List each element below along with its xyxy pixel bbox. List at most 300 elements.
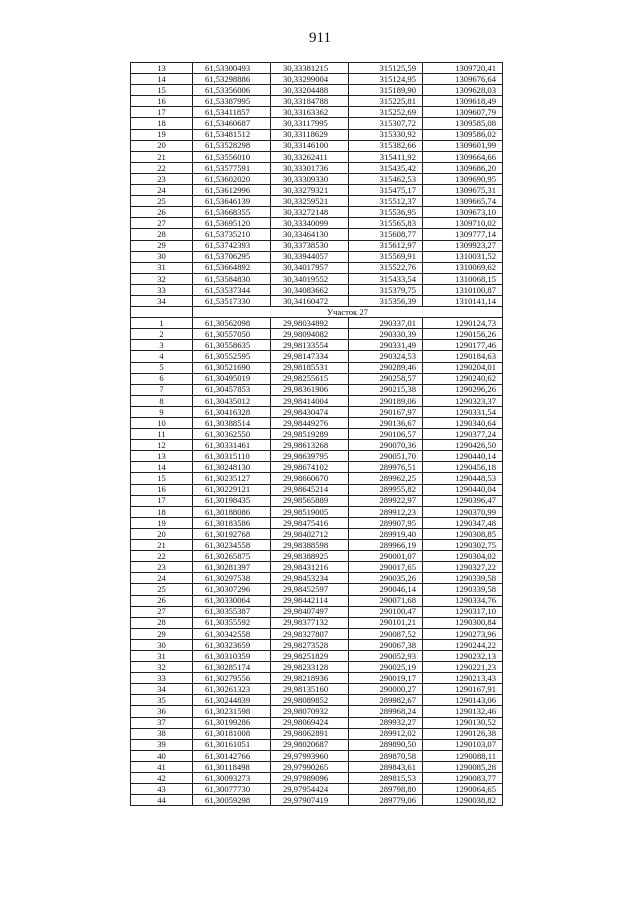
y-coordinate-cell: 1309607,79	[423, 107, 503, 118]
longitude-cell: 29,98327807	[271, 628, 349, 639]
x-coordinate-cell: 289798,80	[349, 784, 423, 795]
x-coordinate-cell: 315475,17	[349, 185, 423, 196]
point-number-cell: 39	[131, 739, 193, 750]
point-number-cell: 9	[131, 406, 193, 417]
table-row	[131, 750, 503, 761]
x-coordinate-cell: 315462,53	[349, 173, 423, 184]
longitude-cell: 29,98519289	[271, 429, 349, 440]
x-coordinate-cell: 289955,82	[349, 484, 423, 495]
latitude-cell: 61,30077730	[193, 784, 271, 795]
latitude-cell: 61,53356006	[193, 85, 271, 96]
table-row	[131, 684, 503, 695]
point-number-cell: 40	[131, 750, 193, 761]
y-coordinate-cell: 1309675,31	[423, 185, 503, 196]
y-coordinate-cell: 1290083,77	[423, 773, 503, 784]
point-number-cell: 30	[131, 639, 193, 650]
latitude-cell: 61,30315110	[193, 451, 271, 462]
x-coordinate-cell: 289907,95	[349, 517, 423, 528]
point-number-cell: 16	[131, 96, 193, 107]
table-row	[131, 262, 503, 273]
longitude-cell: 29,98475416	[271, 517, 349, 528]
longitude-cell: 29,98449276	[271, 418, 349, 429]
longitude-cell: 30,33272148	[271, 207, 349, 218]
y-coordinate-cell: 1290124,73	[423, 318, 503, 329]
point-number-cell: 36	[131, 706, 193, 717]
x-coordinate-cell: 290070,36	[349, 440, 423, 451]
latitude-cell: 61,30558635	[193, 340, 271, 351]
latitude-cell: 61,30192768	[193, 528, 271, 539]
latitude-cell: 61,30244839	[193, 695, 271, 706]
table-row	[131, 484, 503, 495]
latitude-cell: 61,30495019	[193, 373, 271, 384]
latitude-cell: 61,30198435	[193, 495, 271, 506]
longitude-cell: 30,33381215	[271, 63, 349, 74]
longitude-cell: 29,98020687	[271, 739, 349, 750]
y-coordinate-cell: 1290300,84	[423, 617, 503, 628]
latitude-cell: 61,30435012	[193, 395, 271, 406]
longitude-cell: 30,34160472	[271, 295, 349, 306]
latitude-cell: 61,30521690	[193, 362, 271, 373]
x-coordinate-cell: 289932,27	[349, 717, 423, 728]
x-coordinate-cell: 289815,53	[349, 773, 423, 784]
y-coordinate-cell: 1309664,66	[423, 151, 503, 162]
y-coordinate-cell: 1290327,22	[423, 562, 503, 573]
latitude-cell: 61,53695120	[193, 218, 271, 229]
table-row	[131, 329, 503, 340]
longitude-cell: 30,33464130	[271, 229, 349, 240]
longitude-cell: 29,98388598	[271, 540, 349, 551]
latitude-cell: 61,53706295	[193, 251, 271, 262]
longitude-cell: 29,98185531	[271, 362, 349, 373]
y-coordinate-cell: 1290323,37	[423, 395, 503, 406]
latitude-cell: 61,30118498	[193, 761, 271, 772]
x-coordinate-cell: 290331,49	[349, 340, 423, 351]
x-coordinate-cell: 290330,39	[349, 329, 423, 340]
latitude-cell: 61,30248130	[193, 462, 271, 473]
x-coordinate-cell: 315522,76	[349, 262, 423, 273]
longitude-cell: 29,98565889	[271, 495, 349, 506]
longitude-cell: 29,98034892	[271, 318, 349, 329]
y-coordinate-cell: 1290085,28	[423, 761, 503, 772]
table-row	[131, 384, 503, 395]
table-row	[131, 318, 503, 329]
table-row	[131, 151, 503, 162]
point-number-cell: 38	[131, 728, 193, 739]
point-number-cell: 29	[131, 240, 193, 251]
x-coordinate-cell: 315612,97	[349, 240, 423, 251]
longitude-cell: 29,98133554	[271, 340, 349, 351]
latitude-cell: 61,30181008	[193, 728, 271, 739]
latitude-cell: 61,30235127	[193, 473, 271, 484]
x-coordinate-cell: 315307,72	[349, 118, 423, 129]
table-row	[131, 573, 503, 584]
x-coordinate-cell: 290087,52	[349, 628, 423, 639]
point-number-cell: 31	[131, 262, 193, 273]
table-row	[131, 639, 503, 650]
longitude-cell: 29,98069424	[271, 717, 349, 728]
longitude-cell: 30,33163362	[271, 107, 349, 118]
latitude-cell: 61,53646139	[193, 196, 271, 207]
point-number-cell: 17	[131, 495, 193, 506]
x-coordinate-cell: 290019,17	[349, 673, 423, 684]
y-coordinate-cell: 1290456,18	[423, 462, 503, 473]
point-number-cell: 21	[131, 540, 193, 551]
x-coordinate-cell: 315125,59	[349, 63, 423, 74]
y-coordinate-cell: 1309618,49	[423, 96, 503, 107]
table-row	[131, 118, 503, 129]
point-number-cell: 26	[131, 595, 193, 606]
latitude-cell: 61,30142766	[193, 750, 271, 761]
longitude-cell: 29,98255615	[271, 373, 349, 384]
longitude-cell: 30,33259521	[271, 196, 349, 207]
longitude-cell: 29,97954424	[271, 784, 349, 795]
point-number-cell: 8	[131, 395, 193, 406]
longitude-cell: 30,33309330	[271, 173, 349, 184]
latitude-cell: 61,30281397	[193, 562, 271, 573]
longitude-cell: 30,33738530	[271, 240, 349, 251]
longitude-cell: 30,33146100	[271, 140, 349, 151]
x-coordinate-cell: 289962,25	[349, 473, 423, 484]
latitude-cell: 61,30342558	[193, 628, 271, 639]
x-coordinate-cell: 289779,06	[349, 795, 423, 806]
longitude-cell: 29,98273528	[271, 639, 349, 650]
latitude-cell: 61,53481512	[193, 129, 271, 140]
x-coordinate-cell: 290337,01	[349, 318, 423, 329]
longitude-cell: 29,98361906	[271, 384, 349, 395]
y-coordinate-cell: 1290143,06	[423, 695, 503, 706]
table-row	[131, 528, 503, 539]
latitude-cell: 61,53528298	[193, 140, 271, 151]
y-coordinate-cell: 1290377,24	[423, 429, 503, 440]
x-coordinate-cell: 315382,66	[349, 140, 423, 151]
y-coordinate-cell: 1309665,74	[423, 196, 503, 207]
x-coordinate-cell: 290215,38	[349, 384, 423, 395]
x-coordinate-cell: 289912,02	[349, 728, 423, 739]
y-coordinate-cell: 1290126,38	[423, 728, 503, 739]
x-coordinate-cell: 290258,57	[349, 373, 423, 384]
longitude-cell: 29,98388925	[271, 551, 349, 562]
longitude-cell: 30,33299004	[271, 74, 349, 85]
point-number-cell: 15	[131, 473, 193, 484]
x-coordinate-cell: 290289,46	[349, 362, 423, 373]
longitude-cell: 29,98674102	[271, 462, 349, 473]
latitude-cell: 61,30323659	[193, 639, 271, 650]
table-row	[131, 673, 503, 684]
x-coordinate-cell: 290017,65	[349, 562, 423, 573]
x-coordinate-cell: 289968,24	[349, 706, 423, 717]
latitude-cell: 61,53387995	[193, 96, 271, 107]
x-coordinate-cell: 290189,06	[349, 395, 423, 406]
point-number-cell: 33	[131, 673, 193, 684]
longitude-cell: 29,98094082	[271, 329, 349, 340]
x-coordinate-cell: 315435,42	[349, 162, 423, 173]
y-coordinate-cell: 1290339,58	[423, 584, 503, 595]
x-coordinate-cell: 290052,93	[349, 650, 423, 661]
x-coordinate-cell: 315411,92	[349, 151, 423, 162]
longitude-cell: 29,98430474	[271, 406, 349, 417]
latitude-cell: 61,30388514	[193, 418, 271, 429]
latitude-cell: 61,53602020	[193, 173, 271, 184]
table-row	[131, 229, 503, 240]
table-row	[131, 273, 503, 284]
longitude-cell: 29,98645214	[271, 484, 349, 495]
y-coordinate-cell: 1290156,26	[423, 329, 503, 340]
x-coordinate-cell: 290100,47	[349, 606, 423, 617]
longitude-cell: 29,98414004	[271, 395, 349, 406]
table-row	[131, 617, 503, 628]
y-coordinate-cell: 1310068,15	[423, 273, 503, 284]
x-coordinate-cell: 289870,58	[349, 750, 423, 761]
latitude-cell: 61,30261323	[193, 684, 271, 695]
table-row	[131, 140, 503, 151]
latitude-cell: 61,30229121	[193, 484, 271, 495]
table-row	[131, 251, 503, 262]
longitude-cell: 29,98251829	[271, 650, 349, 661]
x-coordinate-cell: 289966,19	[349, 540, 423, 551]
latitude-cell: 61,30265875	[193, 551, 271, 562]
longitude-cell: 30,33944057	[271, 251, 349, 262]
longitude-cell: 29,98377132	[271, 617, 349, 628]
table-row	[131, 650, 503, 661]
x-coordinate-cell: 315124,95	[349, 74, 423, 85]
x-coordinate-cell: 289922,97	[349, 495, 423, 506]
table-row	[131, 284, 503, 295]
x-coordinate-cell: 290071,68	[349, 595, 423, 606]
y-coordinate-cell: 1290370,99	[423, 506, 503, 517]
table-row	[131, 628, 503, 639]
y-coordinate-cell: 1290340,64	[423, 418, 503, 429]
table-row	[131, 96, 503, 107]
point-number-cell: 18	[131, 118, 193, 129]
table-row	[131, 107, 503, 118]
latitude-cell: 61,30279556	[193, 673, 271, 684]
table-row	[131, 517, 503, 528]
table-row	[131, 473, 503, 484]
point-number-cell: 27	[131, 606, 193, 617]
table-row	[131, 728, 503, 739]
y-coordinate-cell: 1290204,01	[423, 362, 503, 373]
latitude-cell: 61,53411857	[193, 107, 271, 118]
longitude-cell: 29,97990265	[271, 761, 349, 772]
y-coordinate-cell: 1290221,23	[423, 662, 503, 673]
y-coordinate-cell: 1309923,27	[423, 240, 503, 251]
table-row	[131, 373, 503, 384]
latitude-cell: 61,53742393	[193, 240, 271, 251]
latitude-cell: 61,30199286	[193, 717, 271, 728]
longitude-cell: 30,33262411	[271, 151, 349, 162]
x-coordinate-cell: 290106,57	[349, 429, 423, 440]
latitude-cell: 61,53584830	[193, 273, 271, 284]
longitude-cell: 30,33301736	[271, 162, 349, 173]
y-coordinate-cell: 1290334,76	[423, 595, 503, 606]
point-number-cell: 13	[131, 451, 193, 462]
section-empty-cell	[131, 307, 193, 318]
table-row	[131, 773, 503, 784]
point-number-cell: 2	[131, 329, 193, 340]
point-number-cell: 37	[131, 717, 193, 728]
latitude-cell: 61,30188086	[193, 506, 271, 517]
longitude-cell: 30,33184788	[271, 96, 349, 107]
point-number-cell: 13	[131, 63, 193, 74]
longitude-cell: 30,34017957	[271, 262, 349, 273]
section-row	[131, 307, 503, 318]
point-number-cell: 24	[131, 185, 193, 196]
x-coordinate-cell: 289890,50	[349, 739, 423, 750]
table-row	[131, 706, 503, 717]
x-coordinate-cell: 289982,67	[349, 695, 423, 706]
y-coordinate-cell: 1309676,64	[423, 74, 503, 85]
y-coordinate-cell: 1309628,03	[423, 85, 503, 96]
table-row	[131, 595, 503, 606]
latitude-cell: 61,30161051	[193, 739, 271, 750]
table-row	[131, 173, 503, 184]
x-coordinate-cell: 290067,38	[349, 639, 423, 650]
table-row	[131, 784, 503, 795]
x-coordinate-cell: 315608,77	[349, 229, 423, 240]
y-coordinate-cell: 1290213,43	[423, 673, 503, 684]
page-number: 911	[309, 30, 331, 46]
latitude-cell: 61,30557050	[193, 329, 271, 340]
x-coordinate-cell: 290136,67	[349, 418, 423, 429]
y-coordinate-cell: 1290167,91	[423, 684, 503, 695]
table-row	[131, 761, 503, 772]
x-coordinate-cell: 290000,27	[349, 684, 423, 695]
table-row	[131, 406, 503, 417]
point-number-cell: 1	[131, 318, 193, 329]
x-coordinate-cell: 290035,26	[349, 573, 423, 584]
y-coordinate-cell: 1290244,22	[423, 639, 503, 650]
table-row	[131, 440, 503, 451]
longitude-cell: 29,98452597	[271, 584, 349, 595]
latitude-cell: 61,53298886	[193, 74, 271, 85]
x-coordinate-cell: 290046,14	[349, 584, 423, 595]
latitude-cell: 61,53668355	[193, 207, 271, 218]
y-coordinate-cell: 1290177,46	[423, 340, 503, 351]
longitude-cell: 30,33118629	[271, 129, 349, 140]
point-number-cell: 14	[131, 462, 193, 473]
point-number-cell: 25	[131, 196, 193, 207]
y-coordinate-cell: 1290232,13	[423, 650, 503, 661]
x-coordinate-cell: 289976,51	[349, 462, 423, 473]
x-coordinate-cell: 290101,21	[349, 617, 423, 628]
longitude-cell: 30,33204488	[271, 85, 349, 96]
longitude-cell: 29,98660670	[271, 473, 349, 484]
point-number-cell: 44	[131, 795, 193, 806]
section-title: Участок 27	[193, 307, 503, 318]
point-number-cell: 6	[131, 373, 193, 384]
y-coordinate-cell: 1290038,82	[423, 795, 503, 806]
longitude-cell: 30,34019552	[271, 273, 349, 284]
table-row	[131, 540, 503, 551]
x-coordinate-cell: 290001,07	[349, 551, 423, 562]
point-number-cell: 42	[131, 773, 193, 784]
latitude-cell: 61,30297538	[193, 573, 271, 584]
table-row	[131, 795, 503, 806]
y-coordinate-cell: 1290296,26	[423, 384, 503, 395]
point-number-cell: 15	[131, 85, 193, 96]
point-number-cell: 3	[131, 340, 193, 351]
point-number-cell: 10	[131, 418, 193, 429]
x-coordinate-cell: 290167,97	[349, 406, 423, 417]
point-number-cell: 5	[131, 362, 193, 373]
y-coordinate-cell: 1290440,14	[423, 451, 503, 462]
latitude-cell: 61,53517330	[193, 295, 271, 306]
latitude-cell: 61,30307296	[193, 584, 271, 595]
longitude-cell: 29,98639795	[271, 451, 349, 462]
table-row	[131, 162, 503, 173]
point-number-cell: 22	[131, 551, 193, 562]
y-coordinate-cell: 1309710,02	[423, 218, 503, 229]
y-coordinate-cell: 1290302,75	[423, 540, 503, 551]
y-coordinate-cell: 1309585,08	[423, 118, 503, 129]
point-number-cell: 12	[131, 440, 193, 451]
latitude-cell: 61,30331461	[193, 440, 271, 451]
longitude-cell: 29,98442114	[271, 595, 349, 606]
table-row	[131, 739, 503, 750]
latitude-cell: 61,30059298	[193, 795, 271, 806]
latitude-cell: 61,53556010	[193, 151, 271, 162]
y-coordinate-cell: 1309601,99	[423, 140, 503, 151]
y-coordinate-cell: 1290273,96	[423, 628, 503, 639]
y-coordinate-cell: 1290304,02	[423, 551, 503, 562]
latitude-cell: 61,30355592	[193, 617, 271, 628]
table-row	[131, 207, 503, 218]
latitude-cell: 61,53537344	[193, 284, 271, 295]
y-coordinate-cell: 1290103,07	[423, 739, 503, 750]
table-row	[131, 418, 503, 429]
x-coordinate-cell: 315356,39	[349, 295, 423, 306]
latitude-cell: 61,53460687	[193, 118, 271, 129]
y-coordinate-cell: 1309673,10	[423, 207, 503, 218]
x-coordinate-cell: 315512,37	[349, 196, 423, 207]
x-coordinate-cell: 290324,53	[349, 351, 423, 362]
point-number-cell: 4	[131, 351, 193, 362]
y-coordinate-cell: 1290339,58	[423, 573, 503, 584]
point-number-cell: 41	[131, 761, 193, 772]
point-number-cell: 17	[131, 107, 193, 118]
point-number-cell: 14	[131, 74, 193, 85]
longitude-cell: 29,98613268	[271, 440, 349, 451]
latitude-cell: 61,53612996	[193, 185, 271, 196]
table-row	[131, 429, 503, 440]
point-number-cell: 33	[131, 284, 193, 295]
point-number-cell: 30	[131, 251, 193, 262]
table-row	[131, 451, 503, 462]
table-row	[131, 495, 503, 506]
y-coordinate-cell: 1290130,52	[423, 717, 503, 728]
point-number-cell: 32	[131, 662, 193, 673]
table-row	[131, 240, 503, 251]
x-coordinate-cell: 315330,92	[349, 129, 423, 140]
point-number-cell: 16	[131, 484, 193, 495]
latitude-cell: 61,30362550	[193, 429, 271, 440]
y-coordinate-cell: 1290347,48	[423, 517, 503, 528]
point-number-cell: 18	[131, 506, 193, 517]
table-row	[131, 63, 503, 74]
x-coordinate-cell: 289912,23	[349, 506, 423, 517]
y-coordinate-cell: 1290317,10	[423, 606, 503, 617]
y-coordinate-cell: 1309686,20	[423, 162, 503, 173]
latitude-cell: 61,53300493	[193, 63, 271, 74]
table-row	[131, 340, 503, 351]
point-number-cell: 35	[131, 695, 193, 706]
longitude-cell: 29,97989096	[271, 773, 349, 784]
x-coordinate-cell: 315379,75	[349, 284, 423, 295]
latitude-cell: 61,30093273	[193, 773, 271, 784]
coordinates-table	[130, 62, 503, 806]
latitude-cell: 61,30355387	[193, 606, 271, 617]
table-row	[131, 74, 503, 85]
